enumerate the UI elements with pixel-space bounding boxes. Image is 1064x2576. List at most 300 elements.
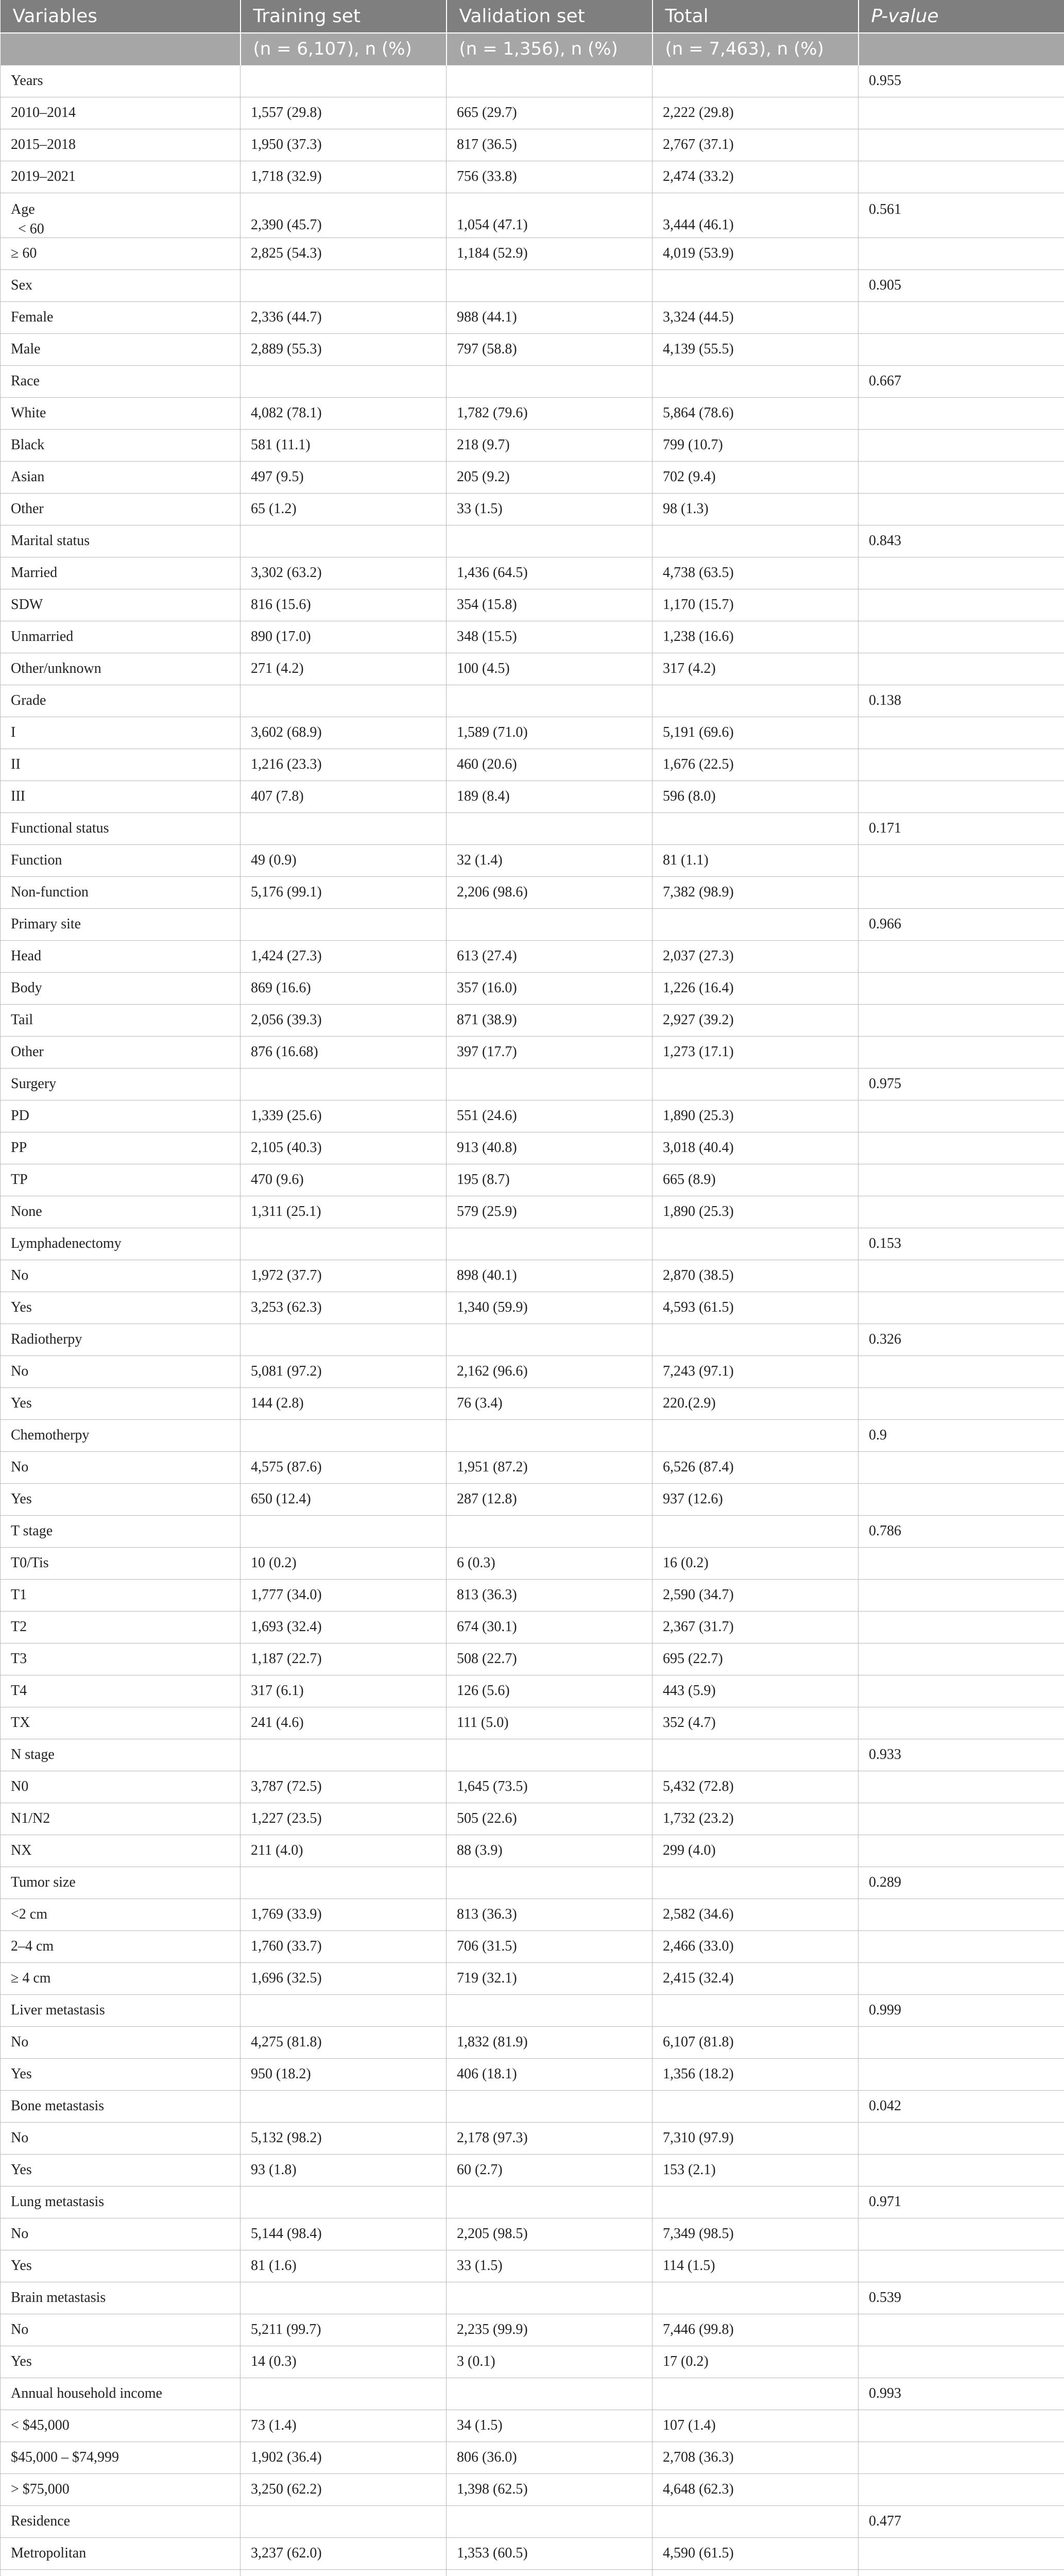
training-cell: 14 (0.3)	[241, 2346, 447, 2378]
header-variables: Variables	[1, 0, 241, 33]
validation-cell: 3 (0.1)	[447, 2346, 653, 2378]
total-cell: 799 (10.7)	[653, 429, 859, 461]
total-cell	[653, 2378, 859, 2410]
training-cell	[241, 1068, 447, 1100]
table-row	[1, 1355, 1064, 1387]
total-cell	[653, 2090, 859, 2122]
training-cell: 4,082 (78.1)	[241, 397, 447, 429]
p-value-cell: 0.971	[859, 2186, 1064, 2218]
age-label: Age	[11, 201, 35, 217]
p-value-cell: 0.138	[859, 685, 1064, 717]
validation-cell: 898 (40.1)	[447, 1260, 653, 1292]
table-row	[1, 1164, 1064, 1196]
p-value-cell	[859, 2537, 1064, 2569]
total-cell: 1,732 (23.2)	[653, 1803, 859, 1835]
table-row	[1, 2346, 1064, 2378]
validation-cell: 34 (1.5)	[447, 2410, 653, 2442]
table-row	[1, 1483, 1064, 1515]
variable-label: ≥ 4 cm	[1, 1962, 241, 1994]
variable-group-label: Years	[1, 65, 241, 97]
variable-group-label: Tumor size	[1, 1867, 241, 1899]
training-cell: 876 (16.68)	[241, 1036, 447, 1068]
training-cell: 81 (1.6)	[241, 2250, 447, 2282]
variable-group-label: Grade	[1, 685, 241, 717]
p-value-cell	[859, 2154, 1064, 2186]
training-cell: 10 (0.2)	[241, 1547, 447, 1579]
training-cell: 5,144 (98.4)	[241, 2218, 447, 2250]
p-value-cell	[859, 1930, 1064, 1962]
validation-cell	[447, 1739, 653, 1771]
training-cell: 2,390 (45.7)	[241, 193, 447, 238]
total-cell: 1,170 (15.7)	[653, 589, 859, 621]
training-cell	[241, 65, 447, 97]
p-value-cell	[859, 1803, 1064, 1835]
total-cell: 1,890 (25.3)	[653, 1100, 859, 1132]
variable-label: No	[1, 2122, 241, 2154]
validation-cell: 205 (9.2)	[447, 461, 653, 493]
p-value-cell	[859, 1547, 1064, 1579]
validation-cell	[447, 2569, 653, 2576]
validation-cell	[447, 812, 653, 844]
table-row	[1, 2250, 1064, 2282]
total-cell: 2,708 (36.3)	[653, 2442, 859, 2473]
p-value-cell	[859, 2122, 1064, 2154]
table-row	[1, 1643, 1064, 1675]
total-cell	[653, 2282, 859, 2314]
total-cell: 299 (4.0)	[653, 1835, 859, 1867]
variable-label: Black	[1, 429, 241, 461]
table-row	[1, 1675, 1064, 1707]
validation-cell: 348 (15.5)	[447, 621, 653, 653]
validation-cell	[447, 1994, 653, 2026]
table-row	[1, 2442, 1064, 2473]
training-cell: 144 (2.8)	[241, 1387, 447, 1419]
p-value-cell	[859, 1387, 1064, 1419]
validation-cell: 354 (15.8)	[447, 589, 653, 621]
validation-cell	[447, 365, 653, 397]
variable-label: No	[1, 1260, 241, 1292]
table-group-row	[1, 685, 1064, 717]
training-cell: 1,696 (32.5)	[241, 1962, 447, 1994]
training-cell	[241, 812, 447, 844]
total-cell: 2,590 (34.7)	[653, 1579, 859, 1611]
table-row	[1, 1036, 1064, 1068]
table-group-row	[1, 2378, 1064, 2410]
p-value-cell	[859, 238, 1064, 269]
table-row	[1, 1100, 1064, 1132]
total-cell	[653, 525, 859, 557]
variable-group-label: Chemotherpy	[1, 1419, 241, 1451]
validation-cell: 988 (44.1)	[447, 301, 653, 333]
training-cell: 1,216 (23.3)	[241, 749, 447, 781]
variable-label: < $45,000	[1, 2410, 241, 2442]
table-row	[1, 2314, 1064, 2346]
validation-cell	[447, 1515, 653, 1547]
validation-cell: 6 (0.3)	[447, 1547, 653, 1579]
variable-label: N1/N2	[1, 1803, 241, 1835]
p-value-cell	[859, 493, 1064, 525]
training-cell: 470 (9.6)	[241, 1164, 447, 1196]
validation-cell: 2,206 (98.6)	[447, 876, 653, 908]
table-row	[1, 1387, 1064, 1419]
training-cell: 317 (6.1)	[241, 1675, 447, 1707]
variable-label: TP	[1, 1164, 241, 1196]
subheader-validation-set: (n = 1,356), n (%)	[447, 33, 653, 65]
total-cell: 5,432 (72.8)	[653, 1771, 859, 1803]
p-value-cell	[859, 2026, 1064, 2058]
validation-cell	[447, 2505, 653, 2537]
validation-cell: 1,436 (64.5)	[447, 557, 653, 589]
validation-cell: 357 (16.0)	[447, 972, 653, 1004]
table-row	[1, 461, 1064, 493]
training-cell: 950 (18.2)	[241, 2058, 447, 2090]
table-group-row	[1, 365, 1064, 397]
total-cell: 1,226 (16.4)	[653, 972, 859, 1004]
p-value-cell	[859, 2218, 1064, 2250]
p-value-cell	[859, 1196, 1064, 1228]
total-cell: 1,273 (17.1)	[653, 1036, 859, 1068]
variable-label: 2015–2018	[1, 129, 241, 161]
table-row	[1, 2154, 1064, 2186]
training-cell	[241, 2186, 447, 2218]
variable-label: Yes	[1, 2346, 241, 2378]
variable-group-label: Residence	[1, 2505, 241, 2537]
variable-label: No	[1, 1355, 241, 1387]
p-value-cell	[859, 1643, 1064, 1675]
training-cell: 890 (17.0)	[241, 621, 447, 653]
validation-cell	[447, 2378, 653, 2410]
total-cell: 6,107 (81.8)	[653, 2026, 859, 2058]
training-cell	[241, 685, 447, 717]
total-cell: 1,356 (18.2)	[653, 2058, 859, 2090]
validation-cell: 579 (25.9)	[447, 1196, 653, 1228]
total-cell: 4,139 (55.5)	[653, 333, 859, 365]
p-value-cell	[859, 2410, 1064, 2442]
variable-label: <2 cm	[1, 1899, 241, 1930]
validation-cell: 817 (36.5)	[447, 129, 653, 161]
p-value-cell	[859, 397, 1064, 429]
total-cell: 5,864 (78.6)	[653, 397, 859, 429]
p-value-cell	[859, 1483, 1064, 1515]
p-value-cell: 0.786	[859, 1515, 1064, 1547]
p-value-cell	[859, 972, 1064, 1004]
p-value-cell	[859, 717, 1064, 749]
table-row	[1, 1707, 1064, 1739]
variable-label: No	[1, 2026, 241, 2058]
validation-cell	[447, 2282, 653, 2314]
table-row	[1, 301, 1064, 333]
p-value-cell	[859, 940, 1064, 972]
validation-cell: 706 (31.5)	[447, 1930, 653, 1962]
p-value-cell	[859, 653, 1064, 685]
table-row	[1, 1611, 1064, 1643]
validation-cell	[447, 269, 653, 301]
variable-label: Other	[1, 1036, 241, 1068]
p-value-cell	[859, 161, 1064, 193]
variable-label: T4	[1, 1675, 241, 1707]
variable-group-label: N stage	[1, 1739, 241, 1771]
training-cell: 73 (1.4)	[241, 2410, 447, 2442]
training-cell: 497 (9.5)	[241, 461, 447, 493]
variable-group-label: Lung metastasis	[1, 2186, 241, 2218]
validation-cell: 2,235 (99.9)	[447, 2314, 653, 2346]
variable-label: T0/Tis	[1, 1547, 241, 1579]
total-cell	[653, 1068, 859, 1100]
table-group-row	[1, 908, 1064, 940]
table-row	[1, 97, 1064, 129]
training-cell: 49 (0.9)	[241, 844, 447, 876]
table-group-row	[1, 2505, 1064, 2537]
validation-cell: 218 (9.7)	[447, 429, 653, 461]
total-cell: 2,415 (32.4)	[653, 1962, 859, 1994]
variable-label: II	[1, 749, 241, 781]
total-cell: 81 (1.1)	[653, 844, 859, 876]
validation-cell: 551 (24.6)	[447, 1100, 653, 1132]
validation-cell	[447, 1867, 653, 1899]
training-cell	[241, 2569, 447, 2576]
training-cell: 1,557 (29.8)	[241, 97, 447, 129]
p-value-cell	[859, 1835, 1064, 1867]
p-value-cell	[859, 2442, 1064, 2473]
table-row	[1, 2122, 1064, 2154]
validation-cell: 189 (8.4)	[447, 781, 653, 812]
table-row	[1, 621, 1064, 653]
total-cell: 702 (9.4)	[653, 461, 859, 493]
table-group-row	[1, 2186, 1064, 2218]
p-value-cell: 0.289	[859, 1867, 1064, 1899]
table-group-row	[1, 1867, 1064, 1899]
variable-label: Yes	[1, 2058, 241, 2090]
table-group-row	[1, 1994, 1064, 2026]
validation-cell: 1,951 (87.2)	[447, 1451, 653, 1483]
p-value-cell	[859, 1962, 1064, 1994]
validation-cell: 111 (5.0)	[447, 1707, 653, 1739]
variable-group-label: T stage	[1, 1515, 241, 1547]
subheader-variables	[1, 33, 241, 65]
table-row	[1, 1132, 1064, 1164]
p-value-cell	[859, 1675, 1064, 1707]
table-row	[1, 589, 1064, 621]
header-total: Total	[653, 0, 859, 33]
header-validation-set: Validation set	[447, 0, 653, 33]
table-group-row	[1, 2282, 1064, 2314]
total-cell: 153 (2.1)	[653, 2154, 859, 2186]
table-row	[1, 557, 1064, 589]
training-cell: 271 (4.2)	[241, 653, 447, 685]
header-p-value: P-value	[859, 0, 1064, 33]
variable-group-label: Sex	[1, 269, 241, 301]
table-row	[1, 1451, 1064, 1483]
validation-cell: 88 (3.9)	[447, 1835, 653, 1867]
p-value-cell	[859, 1771, 1064, 1803]
table-group-row	[1, 193, 1064, 238]
training-cell	[241, 2505, 447, 2537]
variable-label: PP	[1, 1132, 241, 1164]
header-row	[1, 0, 1064, 33]
total-cell	[653, 685, 859, 717]
total-cell	[653, 908, 859, 940]
validation-cell: 460 (20.6)	[447, 749, 653, 781]
training-cell: 211 (4.0)	[241, 1835, 447, 1867]
p-value-cell	[859, 461, 1064, 493]
variable-label: Non-function	[1, 876, 241, 908]
p-value-cell	[859, 844, 1064, 876]
training-cell: 1,187 (22.7)	[241, 1643, 447, 1675]
validation-cell	[447, 525, 653, 557]
variable-label: $45,000 – $74,999	[1, 2442, 241, 2473]
table-body	[1, 65, 1064, 2576]
variable-label: Female	[1, 301, 241, 333]
variable-label: None	[1, 1196, 241, 1228]
total-cell: 5,191 (69.6)	[653, 717, 859, 749]
total-cell: 2,927 (39.2)	[653, 1004, 859, 1036]
training-cell: 93 (1.8)	[241, 2154, 447, 2186]
table-row	[1, 781, 1064, 812]
variable-label: > $75,000	[1, 2473, 241, 2505]
validation-cell: 100 (4.5)	[447, 653, 653, 685]
p-value-cell: 0.905	[859, 269, 1064, 301]
training-cell: 3,250 (62.2)	[241, 2473, 447, 2505]
training-cell	[241, 269, 447, 301]
total-cell	[653, 1739, 859, 1771]
validation-cell: 2,162 (96.6)	[447, 1355, 653, 1387]
p-value-cell: 0.042	[859, 2090, 1064, 2122]
p-value-cell	[859, 429, 1064, 461]
variable-label: Function	[1, 844, 241, 876]
training-cell: 1,760 (33.7)	[241, 1930, 447, 1962]
p-value-cell	[859, 1611, 1064, 1643]
total-cell	[653, 2505, 859, 2537]
training-cell: 2,336 (44.7)	[241, 301, 447, 333]
validation-cell: 1,589 (71.0)	[447, 717, 653, 749]
variable-label: Yes	[1, 2154, 241, 2186]
p-value-cell	[859, 1707, 1064, 1739]
p-value-cell	[859, 1579, 1064, 1611]
p-value-cell	[859, 2346, 1064, 2378]
table-row	[1, 1899, 1064, 1930]
total-cell	[653, 1419, 859, 1451]
variable-label: Yes	[1, 2250, 241, 2282]
table-row	[1, 1803, 1064, 1835]
variable-label: White	[1, 397, 241, 429]
total-cell	[653, 365, 859, 397]
table-group-row	[1, 2090, 1064, 2122]
validation-cell: 756 (33.8)	[447, 161, 653, 193]
variable-group-label: Race	[1, 365, 241, 397]
validation-cell: 60 (2.7)	[447, 2154, 653, 2186]
p-value-cell	[859, 2058, 1064, 2090]
total-cell: 937 (12.6)	[653, 1483, 859, 1515]
variable-label: Unmarried	[1, 621, 241, 653]
training-cell: 5,211 (99.7)	[241, 2314, 447, 2346]
header-training-set: Training set	[241, 0, 447, 33]
training-cell	[241, 1324, 447, 1355]
variable-label: No	[1, 1451, 241, 1483]
variable-label: Married	[1, 557, 241, 589]
total-cell: 220.(2.9)	[653, 1387, 859, 1419]
validation-cell: 505 (22.6)	[447, 1803, 653, 1835]
table-row	[1, 238, 1064, 269]
training-cell: 3,253 (62.3)	[241, 1292, 447, 1324]
p-value-cell	[859, 333, 1064, 365]
total-cell: 1,676 (22.5)	[653, 749, 859, 781]
training-cell	[241, 2090, 447, 2122]
variable-label: T1	[1, 1579, 241, 1611]
validation-cell: 1,782 (79.6)	[447, 397, 653, 429]
validation-cell: 1,398 (62.5)	[447, 2473, 653, 2505]
training-cell: 1,972 (37.7)	[241, 1260, 447, 1292]
validation-cell: 1,340 (59.9)	[447, 1292, 653, 1324]
validation-cell: 508 (22.7)	[447, 1643, 653, 1675]
table-group-row	[1, 269, 1064, 301]
validation-cell: 126 (5.6)	[447, 1675, 653, 1707]
training-cell: 407 (7.8)	[241, 781, 447, 812]
subheader-p-value	[859, 33, 1064, 65]
total-cell: 1,890 (25.3)	[653, 1196, 859, 1228]
table-row	[1, 161, 1064, 193]
p-value-cell	[859, 1899, 1064, 1930]
variable-label: N0	[1, 1771, 241, 1803]
total-cell: 2,367 (31.7)	[653, 1611, 859, 1643]
validation-cell: 76 (3.4)	[447, 1387, 653, 1419]
variable-group-label: Brain metastasis	[1, 2282, 241, 2314]
p-value-cell	[859, 1132, 1064, 1164]
p-value-cell: 0.153	[859, 1228, 1064, 1260]
validation-cell: 674 (30.1)	[447, 1611, 653, 1643]
table-row	[1, 333, 1064, 365]
p-value-cell: 0.477	[859, 2505, 1064, 2537]
p-value-cell	[859, 876, 1064, 908]
variable-label: T2	[1, 1611, 241, 1643]
table-row	[1, 940, 1064, 972]
variable-group-label: Annual household income	[1, 2378, 241, 2410]
total-cell: 6,526 (87.4)	[653, 1451, 859, 1483]
validation-cell: 1,645 (73.5)	[447, 1771, 653, 1803]
table-row	[1, 397, 1064, 429]
total-cell: 2,582 (34.6)	[653, 1899, 859, 1930]
training-cell: 65 (1.2)	[241, 493, 447, 525]
validation-cell: 32 (1.4)	[447, 844, 653, 876]
training-cell	[241, 1867, 447, 1899]
training-cell: 2,056 (39.3)	[241, 1004, 447, 1036]
table-row	[1, 2537, 1064, 2569]
variable-group-label: Lymphadenectomy	[1, 1228, 241, 1260]
variable-label: Tail	[1, 1004, 241, 1036]
p-value-cell	[859, 1036, 1064, 1068]
p-value-cell	[859, 1355, 1064, 1387]
table-row	[1, 2569, 1064, 2576]
validation-cell: 813 (36.3)	[447, 1899, 653, 1930]
validation-cell: 913 (40.8)	[447, 1132, 653, 1164]
table-row	[1, 2473, 1064, 2505]
training-cell: 650 (12.4)	[241, 1483, 447, 1515]
total-cell: 3,018 (40.4)	[653, 1132, 859, 1164]
table-group-row	[1, 1515, 1064, 1547]
table-row	[1, 1579, 1064, 1611]
validation-cell	[447, 65, 653, 97]
training-cell: 3,237 (62.0)	[241, 2537, 447, 2569]
p-value-cell: 0.9	[859, 1419, 1064, 1451]
p-value-cell	[859, 1451, 1064, 1483]
variable-label: ≥ 60	[1, 238, 241, 269]
variable-label: Yes	[1, 1387, 241, 1419]
validation-cell	[447, 908, 653, 940]
p-value-cell: 0.993	[859, 2378, 1064, 2410]
total-cell: 2,767 (37.1)	[653, 129, 859, 161]
variable-label: Head	[1, 940, 241, 972]
total-cell: 98 (1.3)	[653, 493, 859, 525]
p-value-cell: 0.539	[859, 2282, 1064, 2314]
